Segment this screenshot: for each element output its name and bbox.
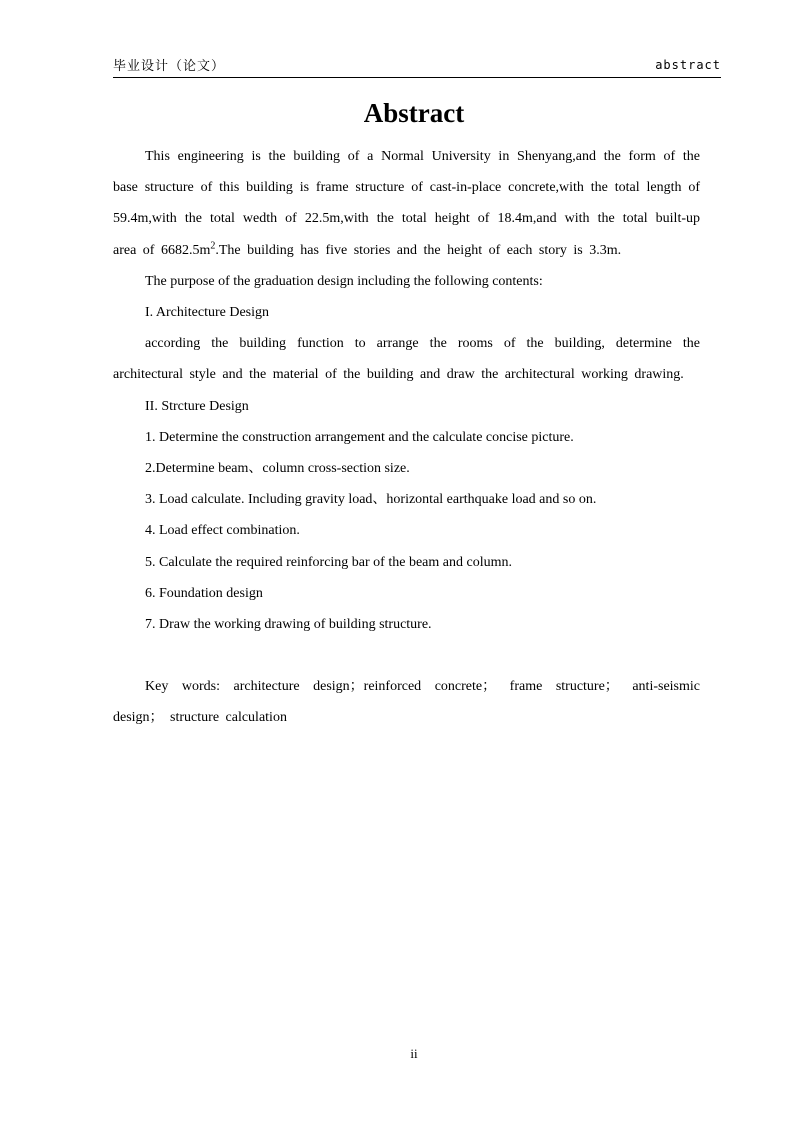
list-item: 3. Load calculate. Including gravity load、horizontal earthquake load and so on.	[145, 492, 597, 508]
area-unit-superscript: 2	[210, 239, 216, 251]
page-header	[113, 55, 721, 78]
section2-heading: II. Strcture Design	[145, 398, 249, 414]
list-item: 1. Determine the construction arrangement and the calculate concise picture.	[145, 429, 574, 445]
abstract-body	[113, 141, 700, 734]
intro-text: This engineering is the building of a Normal University in Shenyang,and the form of the base structure of this building is frame structure of cast-in-place concrete,with the total length of 59.4m,with the total wedth of 22.5m,with the total height of 18.4m,and with the total built-up area of 6682.5m	[113, 149, 700, 258]
page-number: ii	[410, 1046, 418, 1061]
header-document-type: 毕业设计（论文）	[113, 59, 226, 74]
list-item: 5. Calculate the required reinforcing bar of the beam and column.	[145, 554, 512, 570]
intro-text-after: .The building has five stories and the height of each story is 3.3m.	[215, 242, 622, 258]
blank-line	[113, 640, 700, 671]
intro-paragraph	[113, 141, 700, 266]
section1-heading: I. Architecture Design	[145, 305, 270, 321]
section1-paragraph: according the building function to arrange the rooms of the building, determine the architectural style and the material of the building and draw the architectural working drawing.	[113, 336, 700, 383]
keywords-paragraph: Key words: architecture design；reinforced concrete； frame structure； anti-seismic design； structure calculation	[113, 679, 700, 726]
list-item: 6. Foundation design	[145, 585, 263, 601]
purpose-paragraph: The purpose of the graduation design including the following contents:	[145, 273, 543, 289]
list-item: 4. Load effect combination.	[145, 523, 300, 539]
page-title: Abstract	[363, 98, 465, 128]
list-item: 2.Determine beam、column cross-section size.	[145, 461, 410, 477]
header-section-name: abstract	[655, 58, 721, 72]
list-item: 7. Draw the working drawing of building structure.	[145, 617, 432, 633]
